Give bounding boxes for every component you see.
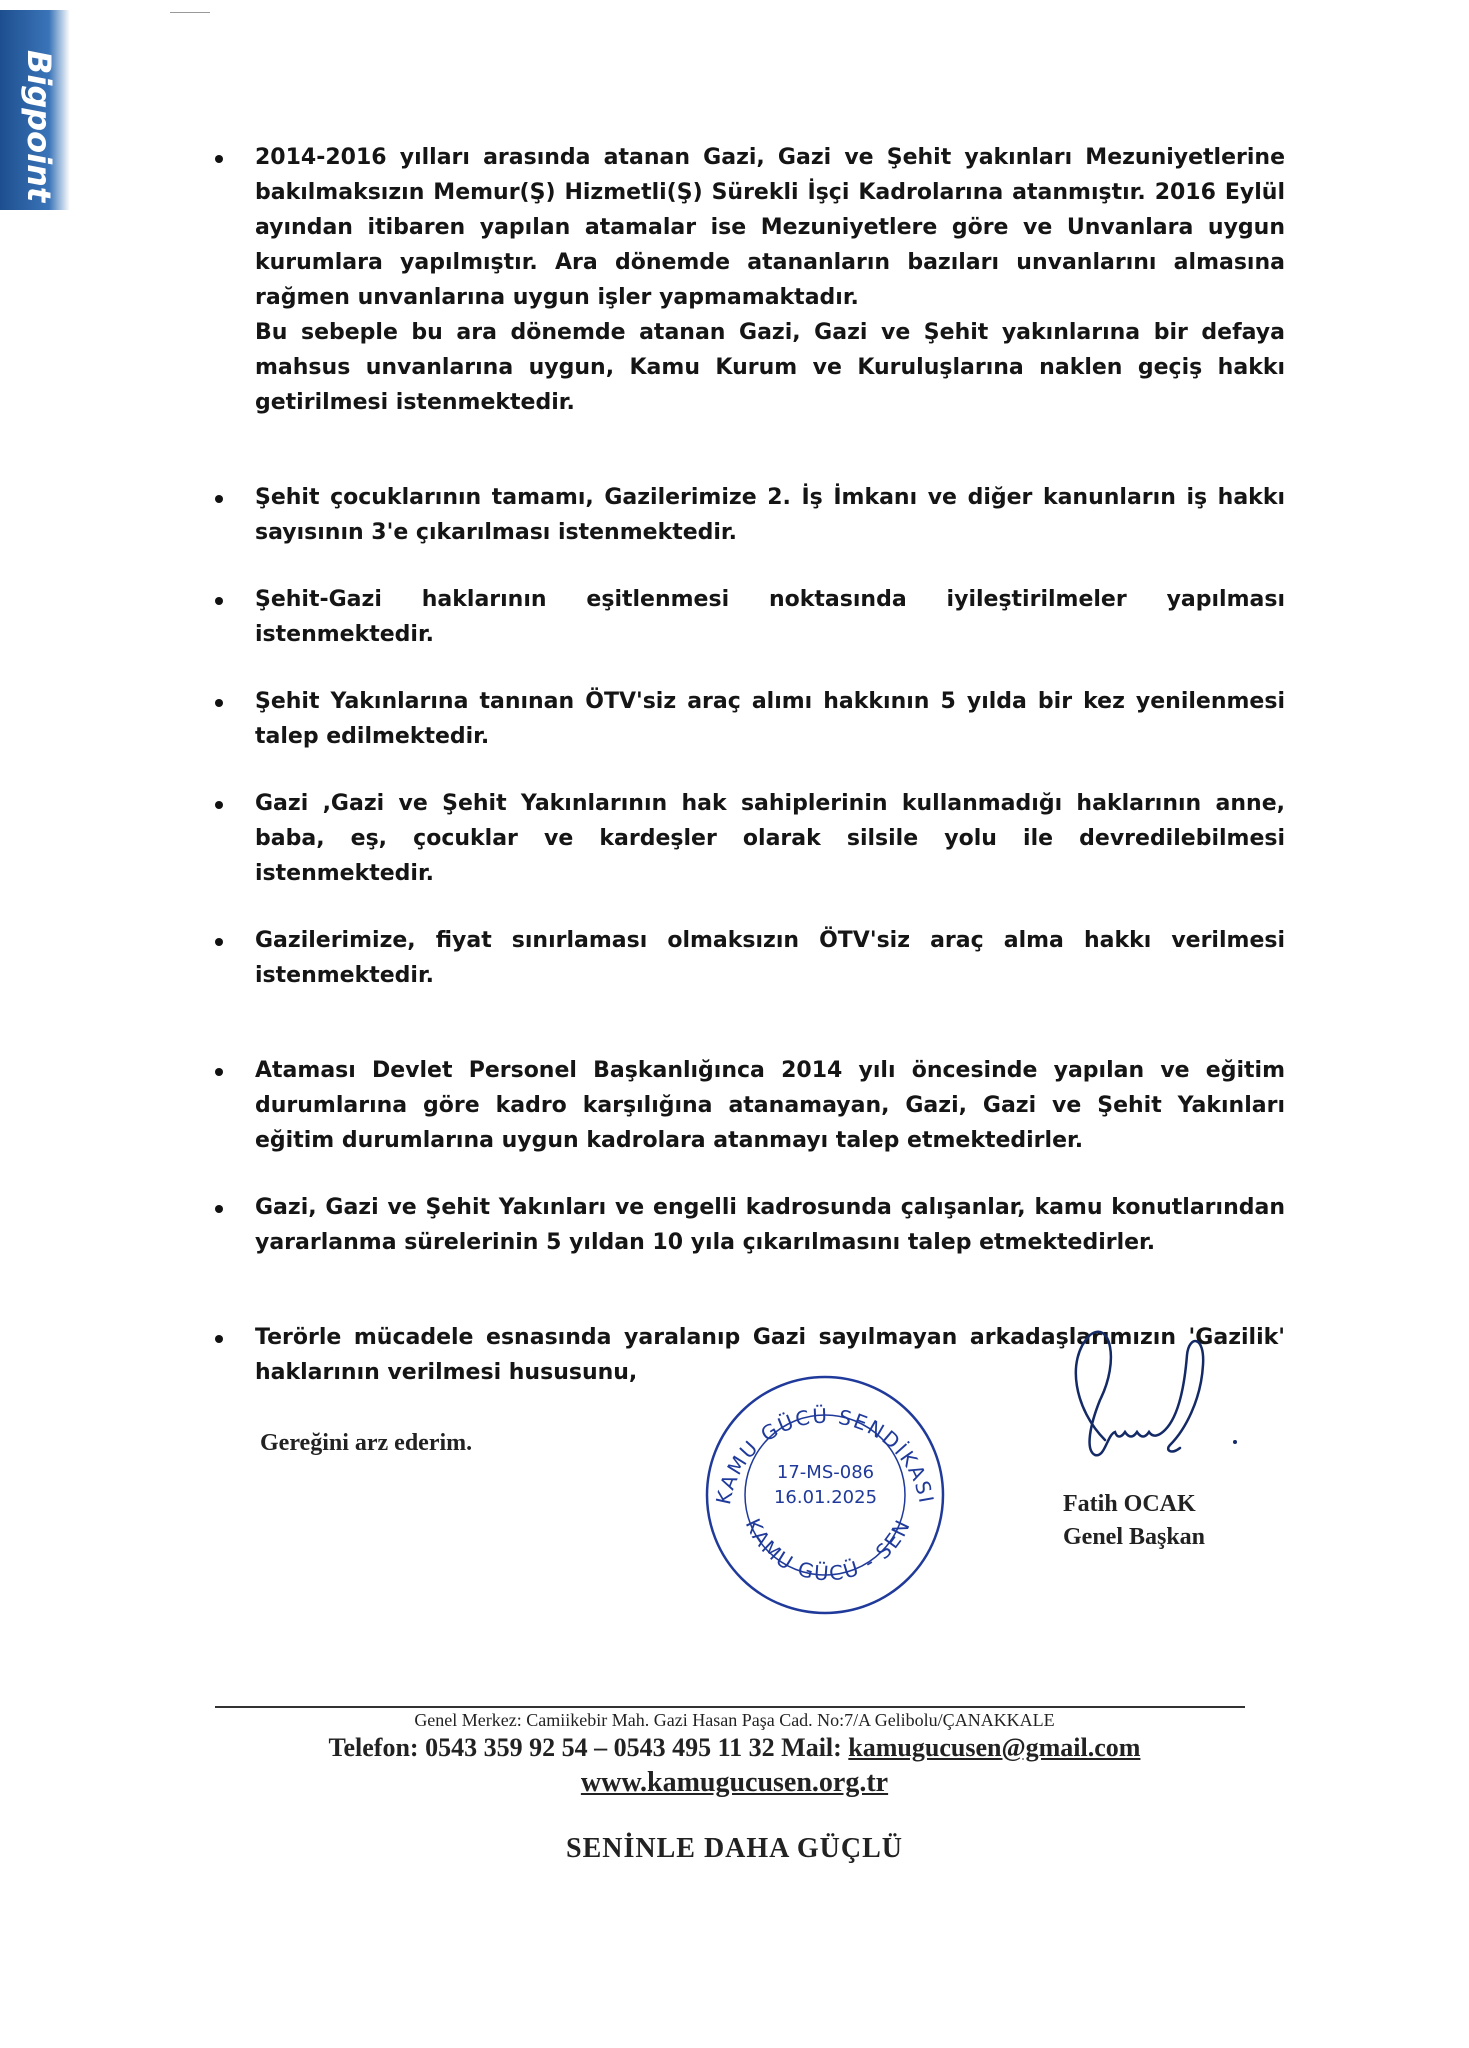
handwritten-signature [1055,1320,1255,1490]
paragraph: Gazi, Gazi ve Şehit Yakınları ve engelli kadrosunda çalışanlar, kamu konutlarından yararlanma sürelerinin 5 yıldan 10 yıla çıkarılmasını talep etmektedirler. [255,1195,1285,1255]
paragraph: Ataması Devlet Personel Başkanlığınca 2014 yılı öncesinde yapılan ve eğitim durumlarına göre kadro karşılığına atanamayan, Gazi, Gazi ve Şehit Yakınları eğitim durumlarına uygun kadrolara atanmayı talep etmektedirler. [255,1058,1285,1153]
list-item [215,1190,1285,1260]
signer-name: Fatih OCAK [1063,1491,1196,1517]
paragraph: Şehit Yakınlarına tanınan ÖTV'siz araç alımı hakkının 5 yılda bir kez yenilenmesi talep edilmektedir. [255,689,1285,749]
slogan: SENİNLE DAHA GÜÇLÜ [566,1833,903,1864]
signer-title: Genel Başkan [1063,1524,1206,1550]
stamp-date: 16.01.2025 [773,1487,878,1508]
footer-divider [215,1706,1245,1708]
bullet-dot [215,597,223,605]
paragraph: Terörle mücadele esnasında yaralanıp Gazi sayılmayan arkadaşlarımızın 'Gazilik' haklarının verilmesi hususunu, [255,1325,1285,1385]
bullet-dot [215,699,223,707]
paragraph: Bu sebeple bu ara dönemde atanan Gazi, Gazi ve Şehit yakınlarına bir defaya mahsus unvanlarına uygun, Kamu Kurum ve Kuruluşlarına naklen geçiş hakkı getirilmesi istenmektedir. [255,320,1285,415]
bullet-dot [215,495,223,503]
footer-email-link[interactable]: kamugucusen@gmail.com [848,1733,1141,1762]
signer-block [1063,1488,1205,1554]
bullet-dot [215,1205,223,1213]
list-item [215,582,1285,652]
bullet-dot [215,801,223,809]
footer-address: Genel Merkez: Camiikebir Mah. Gazi Hasan Paşa Cad. No:7/A Gelibolu/ÇANAKKALE [414,1710,1055,1730]
paragraph: Şehit çocuklarının tamamı, Gazilerimize 2. İş İmkanı ve diğer kanunların iş hakkı sayısının 3'e çıkarılması istenmektedir. [255,485,1285,545]
binder-strip-label: Bigpoint [20,50,58,203]
bullet-dot [215,1068,223,1076]
top-scan-mark [170,12,210,13]
svg-text:KAMU GÜCÜ SENDİKASI: KAMU GÜCÜ SENDİKASI [711,1403,939,1507]
bullet-dot [215,1335,223,1343]
bullet-dot [215,155,223,163]
list-item [215,923,1285,993]
paragraph: 2014-2016 yılları arasında atanan Gazi, Gazi ve Şehit yakınları Mezuniyetlerine bakılmaksızın Memur(Ş) Hizmetli(Ş) Sürekli İşçi Kadrolarına atanmıştır. 2016 Eylül ayından itibaren yapılan atamalar ise Mezuniyetlere göre ve Unvanlara uygun kurumlara yapılmıştır. Ara dönemde atananların bazıları unvanlarını almasına rağmen unvanlarına uygun işler yapmamaktadır. [255,145,1285,310]
closing-line: Gereğini arz ederim. [260,1430,473,1456]
footer-website-link[interactable]: www.kamugucusen.org.tr [580,1767,889,1798]
list-item [215,1053,1285,1158]
footer-contact [0,1733,1469,1763]
bullet-dot [215,938,223,946]
svg-text:KAMU GÜCÜ - SEN: KAMU GÜCÜ - SEN [740,1514,916,1586]
paragraph: Şehit-Gazi haklarının eşitlenmesi noktasında iyileştirilmeler yapılması istenmektedir. [255,587,1285,647]
list-item [215,684,1285,754]
list-item [215,786,1285,891]
footer-phone: Telefon: 0543 359 92 54 – 0543 495 11 32 Mail: [328,1733,849,1762]
list-item [215,480,1285,550]
stamp-registry-code: 17-MS-086 [776,1462,875,1483]
paragraph: Gazilerimize, fiyat sınırlaması olmaksızın ÖTV'siz araç alma hakkı verilmesi istenmektedir. [255,928,1285,988]
request-list [215,140,1285,1390]
paragraph: Gazi ,Gazi ve Şehit Yakınlarının hak sahiplerinin kullanmadığı haklarının anne, baba, eş, çocuklar ve kardeşler olarak silsile yolu ile devredilebilmesi istenmektedir. [255,791,1285,886]
binder-strip [0,10,70,210]
union-stamp [698,1365,953,1620]
list-item [215,140,1285,420]
